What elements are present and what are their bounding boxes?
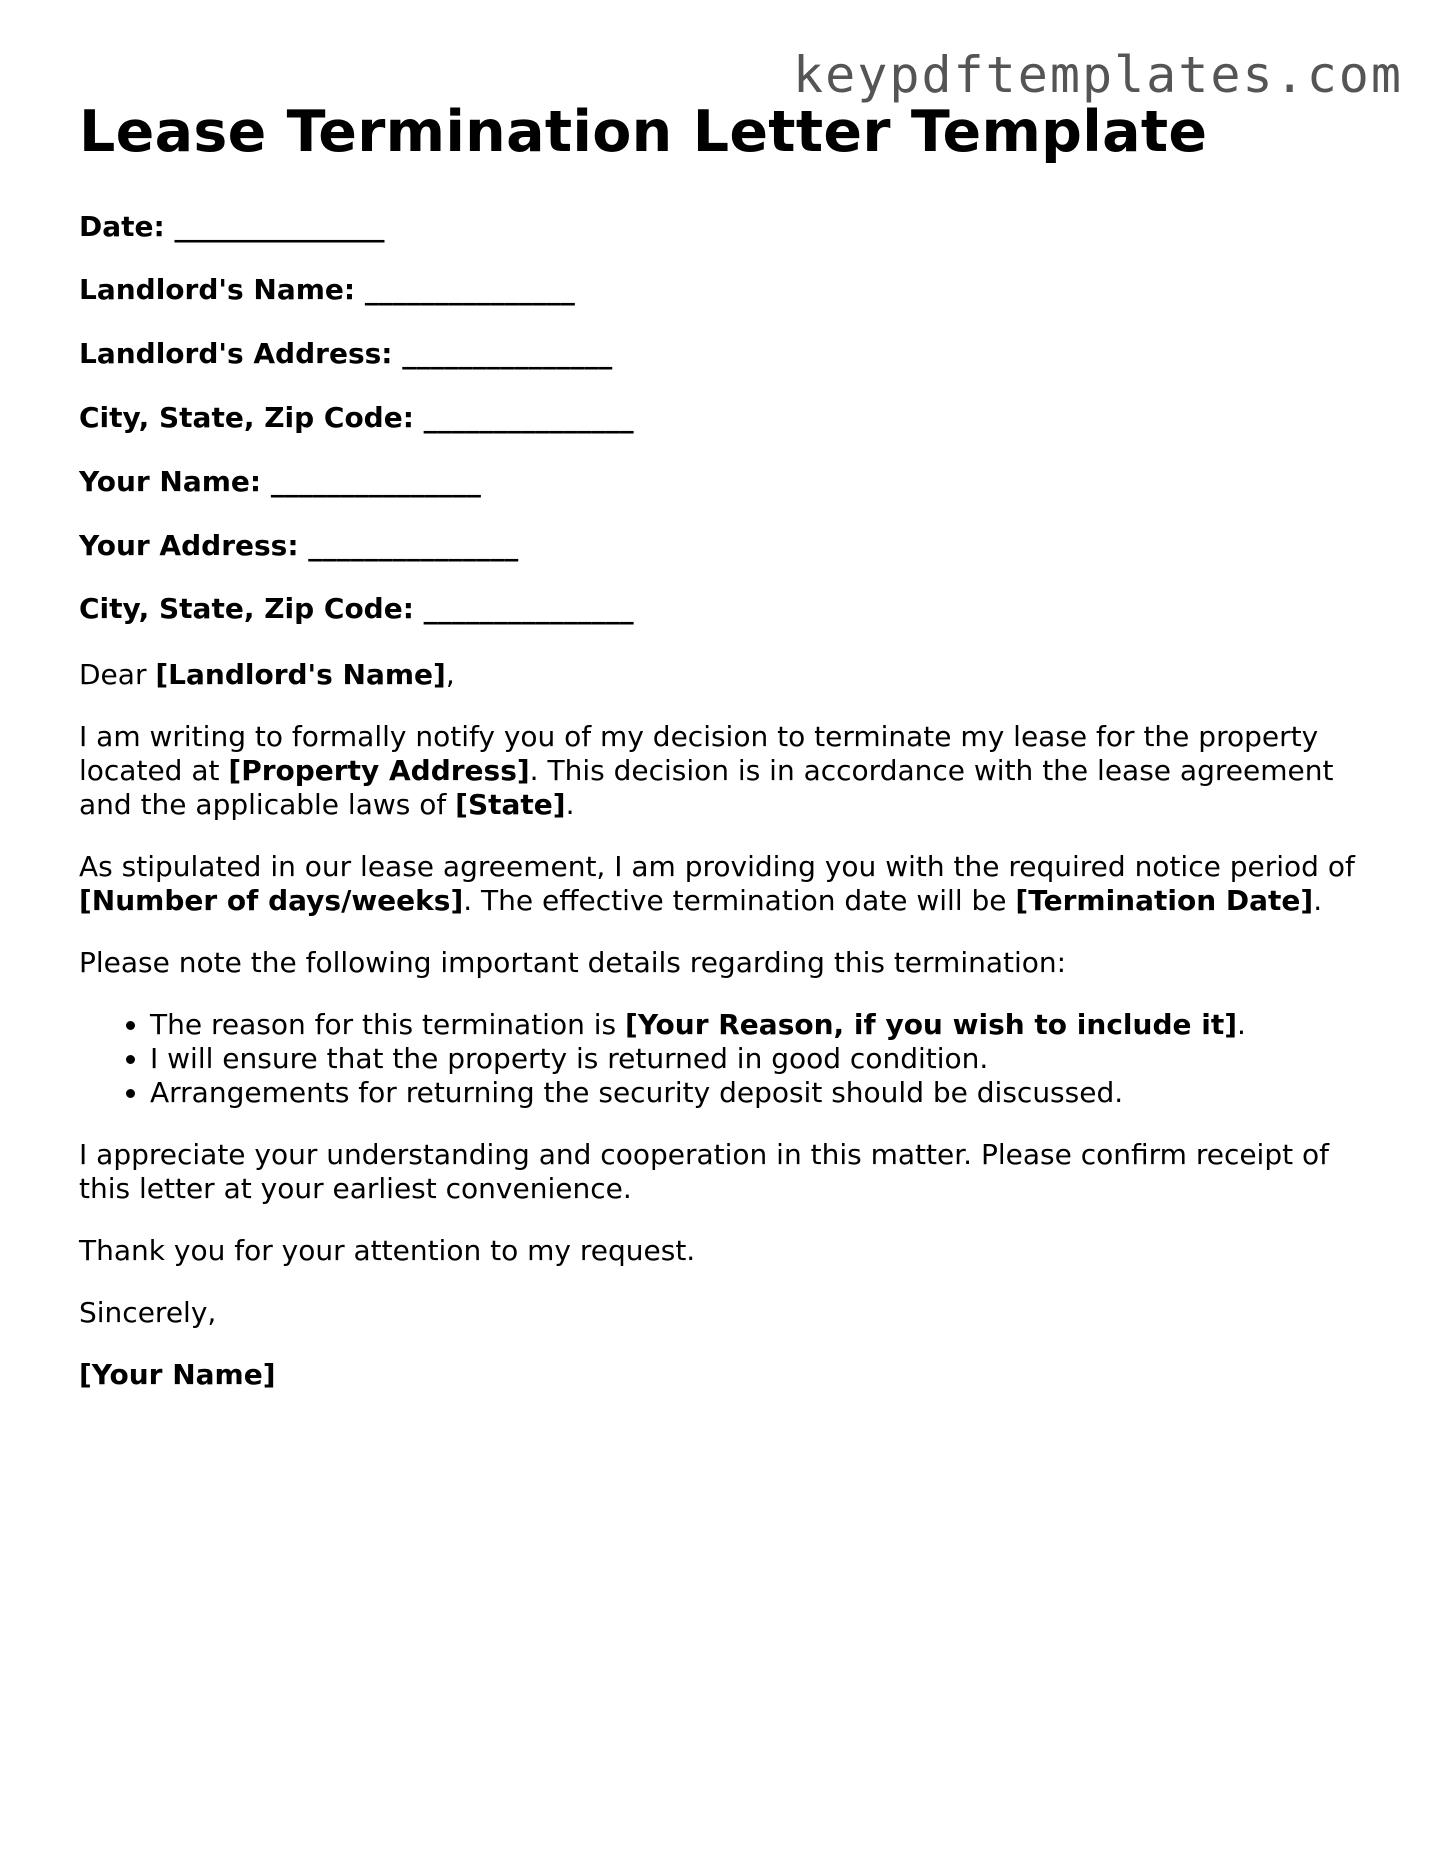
blank-line: _______________ [402, 337, 613, 371]
blank-line: _______________ [423, 592, 634, 626]
paragraph-text: I am writing to formally notify you of my decision to terminate my lease for the property located at [79, 720, 1319, 788]
field-landlord-city-state-zip [79, 400, 1379, 434]
field-label: Your Name: [79, 464, 262, 498]
signature-placeholder: [Your Name] [79, 1358, 276, 1392]
field-label: City, State, Zip Code: [79, 400, 414, 434]
placeholder-termination-date: [Termination Date] [1015, 884, 1314, 918]
field-landlord-name [79, 275, 1379, 306]
list-item-text: . [1237, 1008, 1246, 1042]
watermark: keypdftemplates.com [793, 46, 1403, 104]
paragraph-text: . The effective termination date will be [463, 884, 1016, 918]
paragraph-details-intro: Please note the following important details regarding this termination: [79, 946, 1067, 980]
list-item: • Arrangements for returning the security deposit should be discussed. [150, 1076, 1379, 1110]
salutation-prefix: Dear [79, 658, 156, 692]
list-item [150, 1008, 1379, 1042]
field-your-address [79, 528, 1379, 562]
field-label: Your Address: [79, 528, 299, 562]
blank-line: _______________ [308, 528, 519, 562]
letter-document [79, 100, 1379, 1420]
paragraph-text: As stipulated in our lease agreement, I am providing you with the required notice period of [79, 850, 1355, 884]
placeholder-property-address: [Property Address] [228, 754, 530, 788]
field-date [79, 209, 1379, 243]
blank-line: _______________ [174, 209, 385, 243]
field-landlord-address [79, 339, 1379, 370]
paragraph-notice-period [79, 850, 1379, 918]
details-list [79, 1008, 1379, 1110]
salutation-suffix: , [445, 658, 455, 692]
placeholder-landlord-name: [Landlord's Name] [155, 658, 446, 692]
placeholder-notice-period: [Number of days/weeks] [79, 884, 464, 918]
list-item: • I will ensure that the property is returned in good condition. [150, 1042, 1379, 1076]
paragraph-thanks: Thank you for your attention to my request. [79, 1234, 696, 1268]
field-label: Landlord's Address: [79, 337, 393, 371]
field-label: Landlord's Name: [79, 273, 356, 307]
placeholder-reason: [Your Reason, if you wish to include it] [625, 1008, 1238, 1042]
page-title: Lease Termination Letter Template [79, 99, 1208, 165]
placeholder-state: [State] [455, 788, 566, 822]
field-your-name [79, 464, 1379, 498]
paragraph-appreciation: I appreciate your understanding and cooperation in this matter. Please confirm receipt of this letter at your earliest convenience. [79, 1138, 1329, 1206]
paragraph-notice [79, 720, 1379, 822]
list-item-text: The reason for this termination is [150, 1008, 626, 1042]
field-your-city-state-zip [79, 594, 1379, 625]
blank-line: _______________ [364, 273, 575, 307]
blank-line: _______________ [270, 464, 481, 498]
field-label: Date: [79, 209, 165, 243]
closing: Sincerely, [79, 1296, 217, 1330]
field-label: City, State, Zip Code: [79, 592, 414, 626]
salutation [79, 658, 1379, 692]
paragraph-text: . This decision is in accordance with the lease agreement and the applicable laws of [79, 754, 1334, 822]
blank-line: _______________ [423, 400, 634, 434]
paragraph-text: . [565, 788, 575, 822]
paragraph-text: . [1313, 884, 1323, 918]
